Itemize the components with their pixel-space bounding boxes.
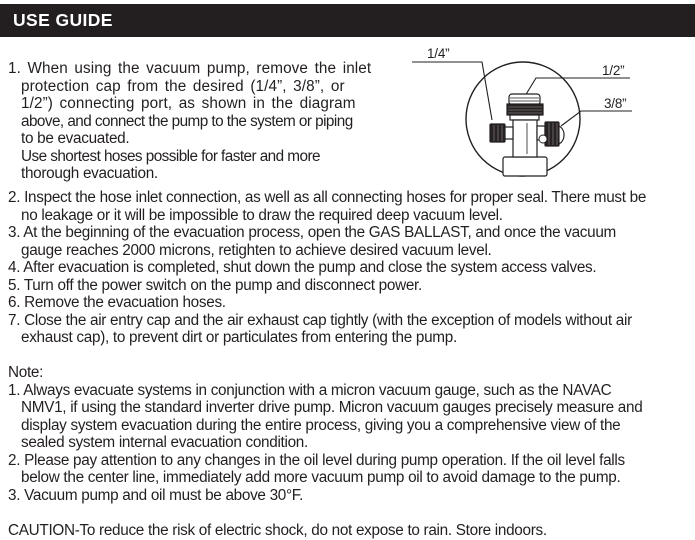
header-bar (0, 4, 695, 37)
port-diagram (400, 38, 695, 190)
instruction-item-5 (8, 277, 695, 295)
text-line: 7. Close the air entry cap and the air exhaust cap tightly (with the exception of models without air (8, 311, 632, 329)
instruction-item-4 (8, 259, 695, 277)
text-line: exhaust cap), to prevent dirt or particulates from entering the pump. (21, 329, 457, 346)
text-line: 3. At the beginning of the evacuation process, open the GAS BALLAST, and once the vacuum (8, 224, 616, 241)
instruction-item-3 (8, 224, 695, 259)
valve-base (503, 157, 547, 176)
instruction-item-7 (8, 312, 695, 347)
valve-joint-notch (539, 135, 547, 143)
caution-text: CAUTION-To reduce the risk of electric shock, do not expose to rain. Store indoors. (8, 521, 547, 539)
text-line: display system evacuation during the entire process, giving you a comprehensive view of the (21, 416, 621, 434)
valve-right-end-cap (559, 126, 564, 144)
text-line: 3. Vacuum pump and oil must be above 30°F. (8, 486, 304, 504)
page-title: USE GUIDE (13, 10, 113, 30)
text-line: below the center line, immediately add more vacuum pump oil to avoid damage to the pump. (21, 469, 621, 486)
note-item-3 (8, 487, 695, 505)
valve-top-cap (509, 94, 540, 105)
instruction-item-6 (8, 294, 695, 312)
text-line: 4. After evacuation is completed, shut down the pump and close the system access valves. (8, 259, 597, 276)
text-line: protection cap from the desired (1/4”, 3/8”, or (21, 77, 345, 95)
port-label-half-inch: 1/2” (602, 63, 625, 78)
text-line: 1. Always evacuate systems in conjunction with a micron vacuum gauge, such as the NAVAC (8, 381, 612, 399)
text-line: 5. Turn off the power switch on the pump and disconnect power. (8, 276, 422, 294)
valve-left-port-threads (490, 124, 505, 142)
leader-line-quarter (412, 62, 492, 120)
leader-line-three-eighths (561, 111, 632, 126)
text-line: 2. Inspect the hose inlet connection, as well as all connecting hoses for proper seal. There must be (8, 189, 647, 206)
text-line: 1/2”) connecting port, as shown in the diagram (21, 95, 356, 112)
text-line: 2. Please pay attention to any changes in the oil level during pump operation. If the oil level falls (8, 451, 625, 469)
valve-flange (510, 115, 539, 120)
instruction-item-2 (8, 189, 695, 224)
text-line: no leakage or it will be impossible to draw the required deep vacuum level. (21, 206, 503, 224)
text-line: Use shortest hoses possible for faster and more (21, 147, 320, 165)
port-label-quarter-inch: 1/4” (427, 46, 450, 61)
note-item-1 (8, 382, 695, 452)
note-item-2 (8, 452, 695, 487)
instruction-item-1 (8, 60, 408, 183)
leader-line-half (525, 78, 630, 96)
blank-line (8, 347, 695, 365)
text-line: thorough evacuation. (21, 165, 158, 182)
text-line: 1. When using the vacuum pump, remove the inlet (8, 60, 372, 77)
text-line: sealed system internal evacuation condition. (21, 434, 308, 451)
text-line: NMV1, if using the standard inverter drive pump. Micron vacuum gauges precisely measure and (21, 399, 643, 416)
note-heading: Note: (8, 364, 44, 381)
port-label-three-eighths-inch: 3/8” (604, 96, 627, 111)
valve-left-connector (505, 127, 513, 139)
text-line: gauge reaches 2000 microns, retighten to achieve desired vacuum level. (21, 241, 492, 259)
valve-body (513, 120, 537, 157)
text-line: above, and connect the pump to the system or piping (21, 112, 353, 130)
text-line: 6. Remove the evacuation hoses. (8, 294, 226, 311)
text-line: to be evacuated. (21, 130, 130, 147)
instructions-main (8, 189, 695, 539)
blank-line (8, 504, 695, 522)
